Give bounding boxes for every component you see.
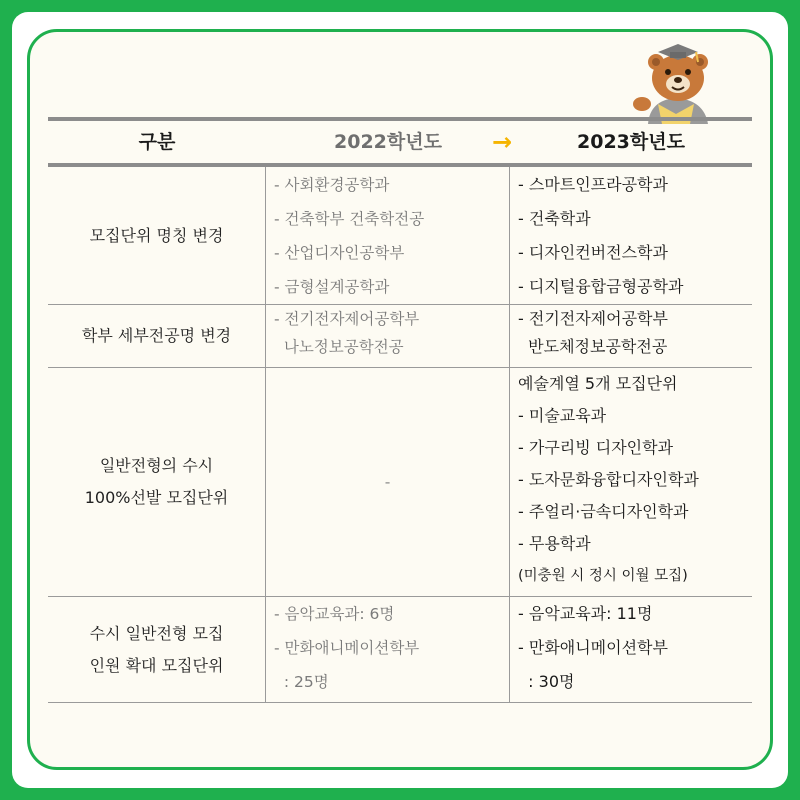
new-item: : 30명 [518,672,575,691]
header-year-2023: 2023학년도 [577,131,685,153]
category-text: 인원 확대 모집단위 [89,655,224,675]
new-item-note: (미충원 시 정시 이월 모집) [518,568,688,584]
table-row [48,368,752,597]
new-item: - 도자문화융합디자인학과 [518,470,699,489]
row-category [48,167,266,304]
old-item: - 건축학부 건축학전공 [274,210,425,228]
new-item: - 디지털융합금형공학과 [518,277,684,296]
new-item: - 전기전자제어공학부 [518,309,668,328]
header-category: 구분 [138,131,176,153]
new-item: 예술계열 5개 모집단위 [518,374,678,393]
old-item: - 사회환경공학과 [274,176,390,194]
old-item: - [384,473,391,491]
old-item: - 전기전자제어공학부 [274,310,420,328]
new-item: - 스마트인프라공학과 [518,175,668,194]
old-values [266,167,510,304]
category-text: 일반전형의 수시 [99,456,214,475]
arrow-right-icon: → [491,128,513,156]
new-values [510,167,752,304]
category-text: 수시 일반전형 모집 [89,623,224,643]
new-item: - 건축학과 [518,209,591,228]
new-item: - 만화애니메이션학부 [518,638,668,657]
old-item: : 25명 [274,673,329,691]
admission-changes-table [48,117,752,703]
new-values [510,597,752,702]
category-text: 100%선발 모집단위 [84,488,229,507]
old-item: - 금형설계공학과 [274,278,390,296]
row-category [48,597,266,702]
old-item: - 산업디자인공학부 [274,244,405,262]
table-row [48,597,752,703]
new-item: - 가구리빙 디자인학과 [518,438,674,457]
table-row [48,167,752,305]
old-item: 나노정보공학전공 [274,338,404,356]
new-values [510,305,752,367]
new-values [510,368,752,596]
category-text: 모집단위 명칭 변경 [89,225,224,245]
header-year-2022: 2022학년도 [334,131,442,153]
table-row [48,305,752,368]
row-category [48,368,266,596]
new-item: - 음악교육과: 11명 [518,604,653,623]
new-item: - 미술교육과 [518,406,607,425]
new-item: - 디자인컨버전스학과 [518,243,668,262]
old-values [266,368,510,596]
row-category [48,305,266,367]
new-item: 반도체정보공학전공 [518,337,668,356]
bear-graduate-icon [628,40,724,124]
new-item: - 주얼리·금속디자인학과 [518,502,689,521]
old-values [266,597,510,702]
old-item: - 음악교육과: 6명 [274,605,395,623]
old-item: - 만화애니메이션학부 [274,639,420,657]
new-item: - 무용학과 [518,534,591,553]
table-header [48,117,752,167]
category-text: 학부 세부전공명 변경 [81,326,232,345]
old-values [266,305,510,367]
